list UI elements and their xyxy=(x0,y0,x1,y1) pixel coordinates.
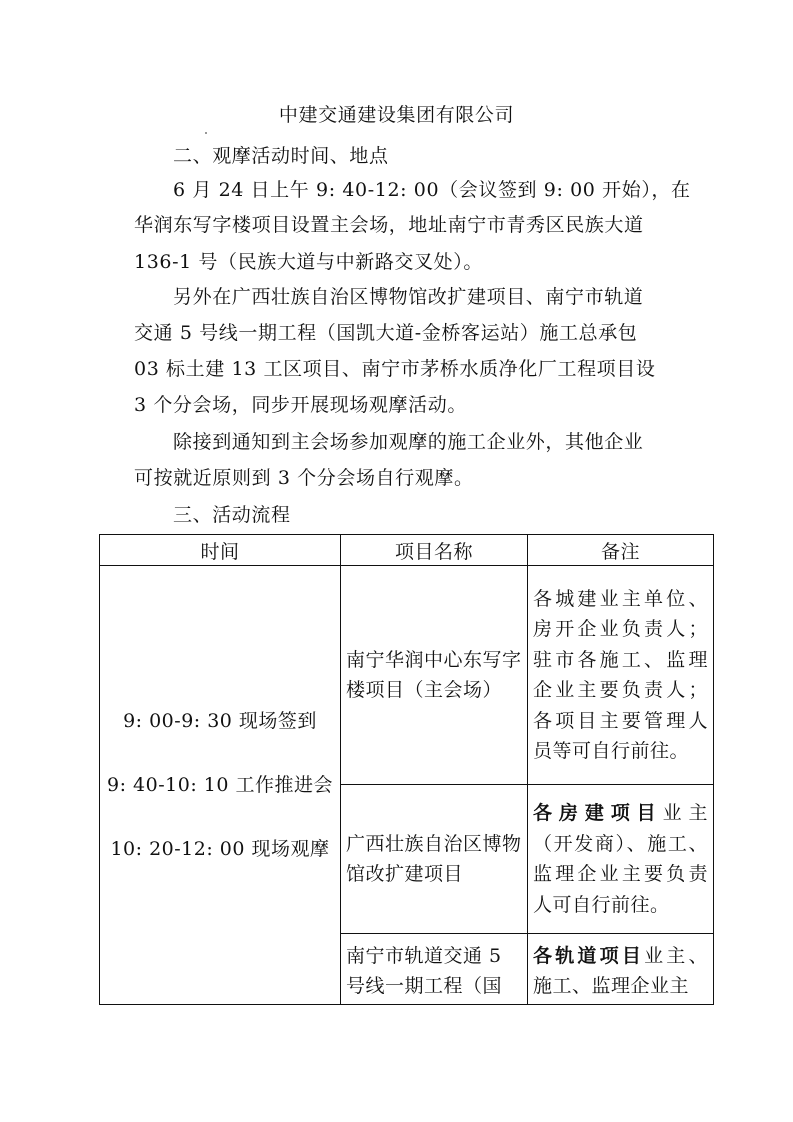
project-name-cell: 南宁市轨道交通 5 号线一期工程（国 xyxy=(341,934,528,1005)
para3-line2: 可按就近原则到 3 个分会场自行观摩。 xyxy=(134,467,474,489)
para1-line1: 6 月 24 日上午 9: 40-12: 00（会议签到 9: 00 开始），在 xyxy=(173,179,691,201)
scan-speck xyxy=(205,132,207,134)
para1-line2: 华润东写字楼项目设置主会场，地址南宁市青秀区民族大道 xyxy=(134,214,644,236)
remarks-bold-text: 各轨道项目 xyxy=(533,944,645,967)
para1-line3: 136-1 号（民族大道与中新路交叉处）。 xyxy=(134,251,483,273)
para2-line4: 3 个分会场，同步开展现场观摩活动。 xyxy=(134,394,467,416)
header-project-name: 项目名称 xyxy=(341,535,528,566)
para2-line1: 另外在广西壮族自治区博物馆改扩建项目、南宁市轨道 xyxy=(173,286,644,308)
schedule-time-cell xyxy=(100,566,341,1005)
activity-schedule-table xyxy=(99,534,714,1005)
header-remarks: 备注 xyxy=(528,535,714,566)
para2-line3: 03 标土建 13 工区项目、南宁市茅桥水质净化厂工程项目设 xyxy=(134,358,656,380)
project-name-cell: 广西壮族自治区博物馆改扩建项目 xyxy=(341,785,528,934)
remarks-text: 业主（开发商）、施工、监理企业主要负责人可自行前往。 xyxy=(533,802,708,916)
page-header: 中建交通建设集团有限公司 xyxy=(278,104,515,126)
time-meeting: 9: 40-10: 10 工作推进会 xyxy=(107,774,333,796)
remarks-bold-text: 各房建项目 xyxy=(533,802,663,824)
para2-line2: 交通 5 号线一期工程（国凯大道-金桥客运站）施工总承包 xyxy=(134,322,638,344)
header-time: 时间 xyxy=(100,535,341,566)
para3-line1: 除接到通知到主会场参加观摩的施工企业外，其他企业 xyxy=(173,431,644,453)
remarks-cell xyxy=(528,934,714,1005)
table-row xyxy=(100,566,714,785)
project-name-cell: 南宁华润中心东写字楼项目（主会场） xyxy=(341,566,528,785)
time-site-visit: 10: 20-12: 00 现场观摩 xyxy=(110,838,330,860)
table-header-row xyxy=(100,535,714,566)
remarks-cell: 各城建业主单位、房开企业负责人；驻市各施工、监理企业主要负责人；各项目主要管理人员等可自行前往。 xyxy=(528,566,714,785)
section-3-heading: 三、活动流程 xyxy=(173,504,291,526)
section-2-heading: 二、观摩活动时间、地点 xyxy=(173,145,389,167)
time-signin: 9: 00-9: 30 现场签到 xyxy=(123,710,317,732)
remarks-cell xyxy=(528,785,714,934)
remarks-text: 业主、施工、监理企业主 xyxy=(533,944,708,997)
